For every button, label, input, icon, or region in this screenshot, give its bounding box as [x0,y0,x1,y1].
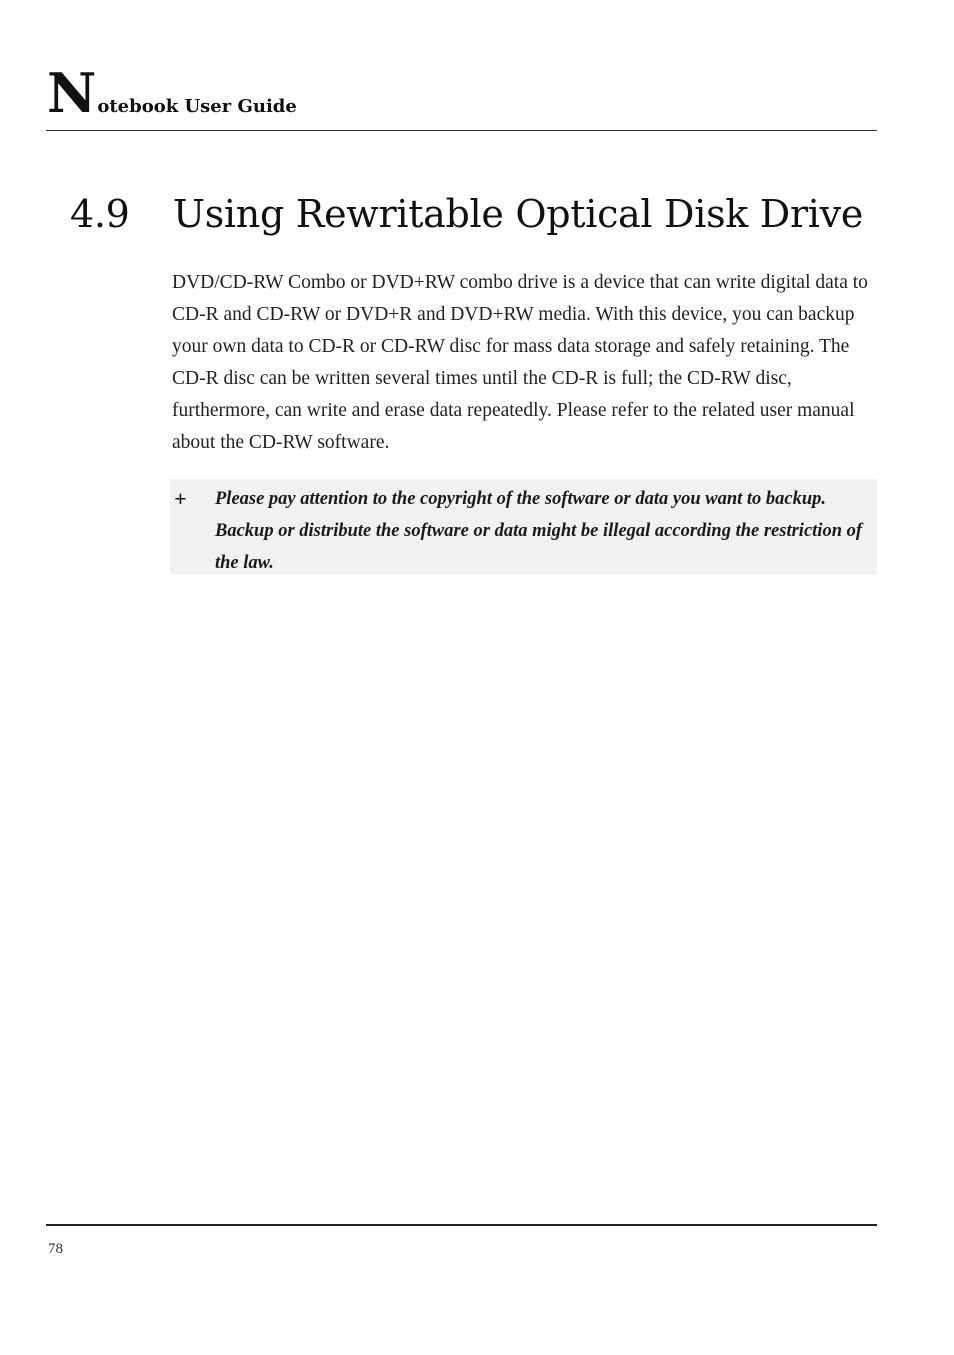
running-header [47,61,297,125]
note-pen-icon: + [174,486,187,511]
note-box [170,479,877,574]
footer-divider [46,1224,877,1226]
section-number: 4.9 [70,192,130,236]
note-text: Please pay attention to the copyright of the software or data you want to backup. Backup or distribute the software or data might be illegal according the restriction of the law. [215,489,863,573]
section-heading [70,190,863,238]
header-divider [46,130,877,131]
body-paragraph: DVD/CD-RW Combo or DVD+RW combo drive is a device that can write digital data to CD-R and CD-RW or DVD+R and DVD+RW media. With this device, you can backup your own data to CD-R or CD-RW disc for mass data storage and safely retaining. The CD-R disc can be written several times until the CD-R is full; the CD-RW disc, furthermore, can write and erase data repeatedly. Please refer to the related user manual about the CD-RW software. [172,272,868,453]
section-title: Using Rewritable Optical Disk Drive [173,192,864,236]
header-initial-letter: N [47,61,97,125]
page-number: 78 [48,1241,63,1257]
header-title-text: otebook User Guide [97,96,297,117]
